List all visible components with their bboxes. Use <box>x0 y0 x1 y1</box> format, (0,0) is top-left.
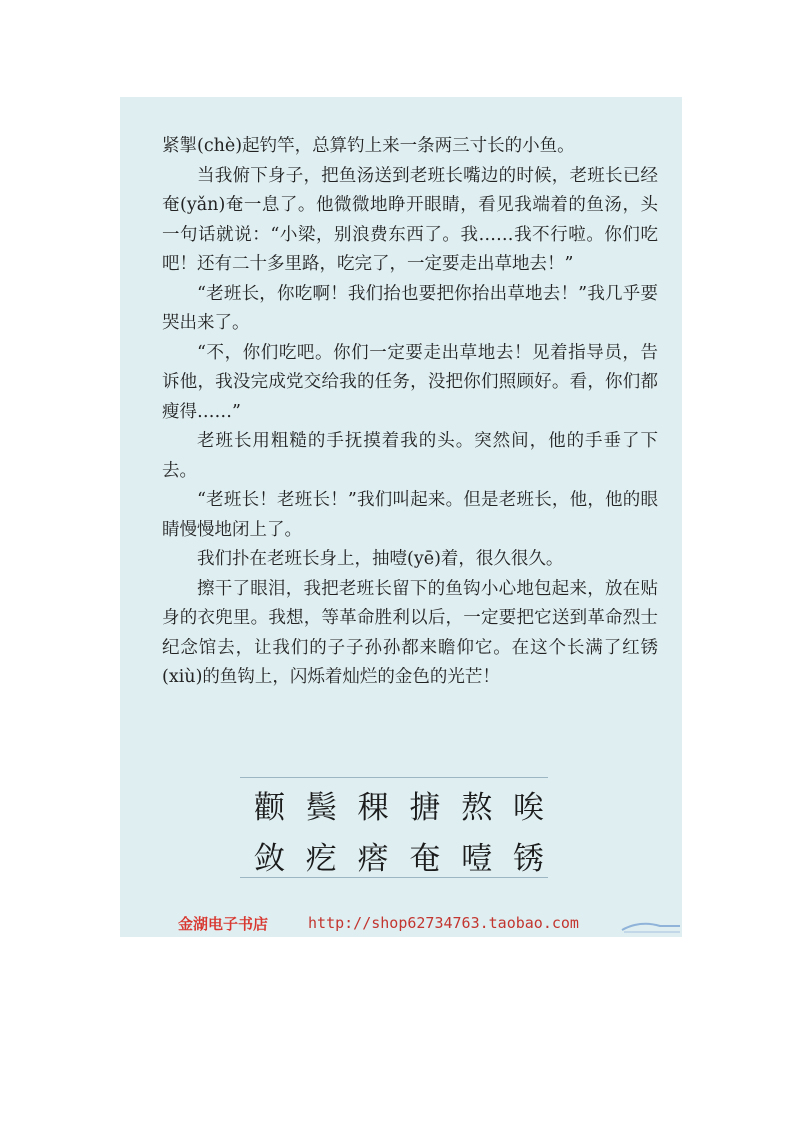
vocab-char: 唉 <box>512 790 544 826</box>
paragraph: “老班长，你吃啊！我们抬也要把你抬出草地去！”我几乎要哭出来了。 <box>162 283 658 333</box>
vocab-row-2 <box>254 833 544 878</box>
vocab-top-rule <box>240 777 548 778</box>
vocab-char: 搪 <box>409 790 441 826</box>
swoosh-decoration-icon <box>620 918 682 934</box>
vocab-char: 瘩 <box>357 841 389 877</box>
vocab-row-1 <box>254 782 544 827</box>
vocab-char: 敛 <box>254 841 285 877</box>
vocab-char: 奄 <box>409 841 441 877</box>
story-text <box>162 132 658 693</box>
watermark-footer <box>178 908 682 938</box>
vocab-char: 疙 <box>305 841 337 877</box>
paragraph: 我们扑在老班长身上，抽噎(yē)着，很久很久。 <box>197 549 564 569</box>
store-url: http://shop62734763.taobao.com <box>308 914 579 932</box>
vocab-char: 颧 <box>254 790 285 826</box>
paragraph: 擦干了眼泪，我把老班长留下的鱼钩小心地包起来，放在贴身的衣兜里。我想，等革命胜利以后，一定要把它送到革命烈士纪念馆去，让我们的子子孙孙都来瞻仰它。在这个长满了红锈(xiù)的鱼钩上，闪烁着灿烂的金色的光芒！ <box>162 578 658 687</box>
vocab-char: 鬓 <box>305 790 337 826</box>
paragraph: “老班长！老班长！”我们叫起来。但是老班长，他，他的眼睛慢慢地闭上了。 <box>162 490 658 540</box>
vocab-char: 噎 <box>461 841 493 877</box>
paragraph: “不，你们吃吧。你们一定要走出草地去！见着指导员，告诉他，我没完成党交给我的任务，没把你们照顾好。看，你们都瘦得……” <box>162 342 658 422</box>
paragraph: 当我俯下身子，把鱼汤送到老班长嘴边的时候，老班长已经奄(yǎn)奄一息了。他微微地睁开眼睛，看见我端着的鱼汤，头一句话就说：“小梁，别浪费东西了。我……我不行啦。你们吃吧！还有二十多里路，吃完了，一定要走出草地去！” <box>162 165 658 274</box>
store-name: 金湖电子书店 <box>178 914 269 933</box>
vocab-bottom-rule <box>240 877 548 878</box>
paragraph: 紧掣(chè)起钓竿，总算钓上来一条两三寸长的小鱼。 <box>162 136 575 156</box>
paragraph: 老班长用粗糙的手抚摸着我的头。突然间，他的手垂了下去。 <box>162 431 658 481</box>
vocab-char: 熬 <box>461 790 493 826</box>
vocab-char: 稞 <box>357 790 389 826</box>
vocab-char: 锈 <box>512 841 544 877</box>
